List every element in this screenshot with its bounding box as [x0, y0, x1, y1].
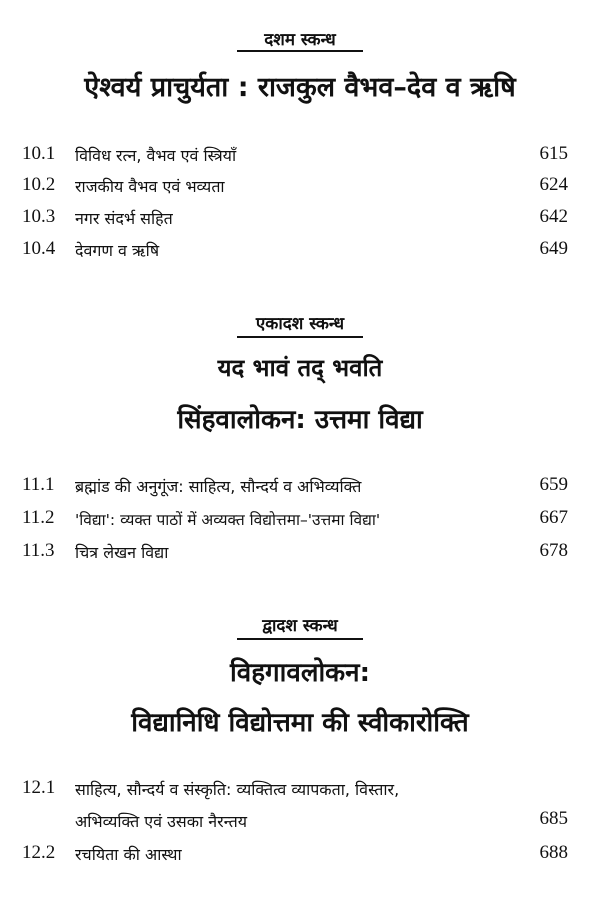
- entry-page: 667: [539, 507, 568, 528]
- entry-title: रचयिता की आस्था: [75, 845, 182, 864]
- entry-page: 649: [539, 238, 568, 259]
- section-heading-11: एकादश स्कन्ध: [255, 314, 345, 334]
- entry-page: 685: [539, 808, 568, 829]
- toc-entry[interactable]: [0, 238, 600, 268]
- section-rule-12: [237, 638, 363, 640]
- section-title-12b: विद्यानिधि विद्योत्तमा की स्वीकारोक्ति: [131, 708, 469, 738]
- toc-entry[interactable]: [0, 507, 600, 537]
- toc-entry[interactable]: [0, 143, 600, 173]
- toc-entry[interactable]: [0, 174, 600, 204]
- toc-entry[interactable]: [0, 206, 600, 236]
- entry-number: 11.1: [22, 474, 55, 495]
- entry-title: 'विद्या': व्यक्त पाठों में अव्यक्त विद्योत्तमा–'उत्तमा विद्या': [75, 511, 381, 529]
- section-heading-10: दशम स्कन्ध: [264, 30, 336, 50]
- section-title-11b: सिंहवालोकन: उत्तमा विद्या: [177, 405, 423, 435]
- entry-title: साहित्य, सौन्दर्य व संस्कृति: व्यक्तित्व व्यापकता, विस्तार,: [75, 780, 400, 799]
- entry-page: 678: [539, 540, 568, 561]
- section-heading-12: द्वादश स्कन्ध: [262, 616, 338, 636]
- entry-page: 642: [539, 206, 568, 227]
- entry-number: 10.4: [22, 238, 56, 259]
- entry-number: 10.1: [22, 143, 56, 164]
- toc-entry[interactable]: [0, 474, 600, 504]
- entry-page: 688: [539, 842, 568, 863]
- entry-title: ब्रह्मांड की अनुगूंज: साहित्य, सौन्दर्य व अभिव्यक्ति: [75, 477, 362, 496]
- entry-title: देवगण व ऋषि: [75, 241, 160, 260]
- section-rule-10: [237, 50, 363, 52]
- entry-title: विविध रत्न, वैभव एवं स्त्रियाँ: [75, 146, 237, 165]
- entry-title: चित्र लेखन विद्या: [75, 543, 169, 562]
- entry-number: 10.3: [22, 206, 56, 227]
- section-rule-11: [237, 336, 363, 338]
- entry-title: राजकीय वैभव एवं भव्यता: [75, 177, 225, 196]
- entry-page: 615: [539, 143, 568, 164]
- entry-number: 11.3: [22, 540, 55, 561]
- toc-entry[interactable]: [0, 540, 600, 570]
- entry-number: 10.2: [22, 174, 56, 195]
- entry-page: 624: [539, 174, 568, 195]
- entry-title: नगर संदर्भ सहित: [75, 209, 173, 228]
- entry-title-continued: अभिव्यक्ति एवं उसका नैरन्तय: [75, 812, 247, 831]
- section-title-10: ऐश्वर्य प्राचुर्यता : राजकुल वैभव–देव व ऋषि: [84, 72, 516, 103]
- entry-number: 12.2: [22, 842, 56, 863]
- section-title-12a: विहगावलोकन:: [230, 658, 370, 688]
- entry-page: 659: [539, 474, 568, 495]
- toc-entry[interactable]: [0, 777, 600, 837]
- toc-entry[interactable]: [0, 842, 600, 872]
- section-title-11a: यद भावं तद् भवति: [217, 354, 383, 382]
- entry-number: 12.1: [22, 777, 56, 798]
- entry-number: 11.2: [22, 507, 55, 528]
